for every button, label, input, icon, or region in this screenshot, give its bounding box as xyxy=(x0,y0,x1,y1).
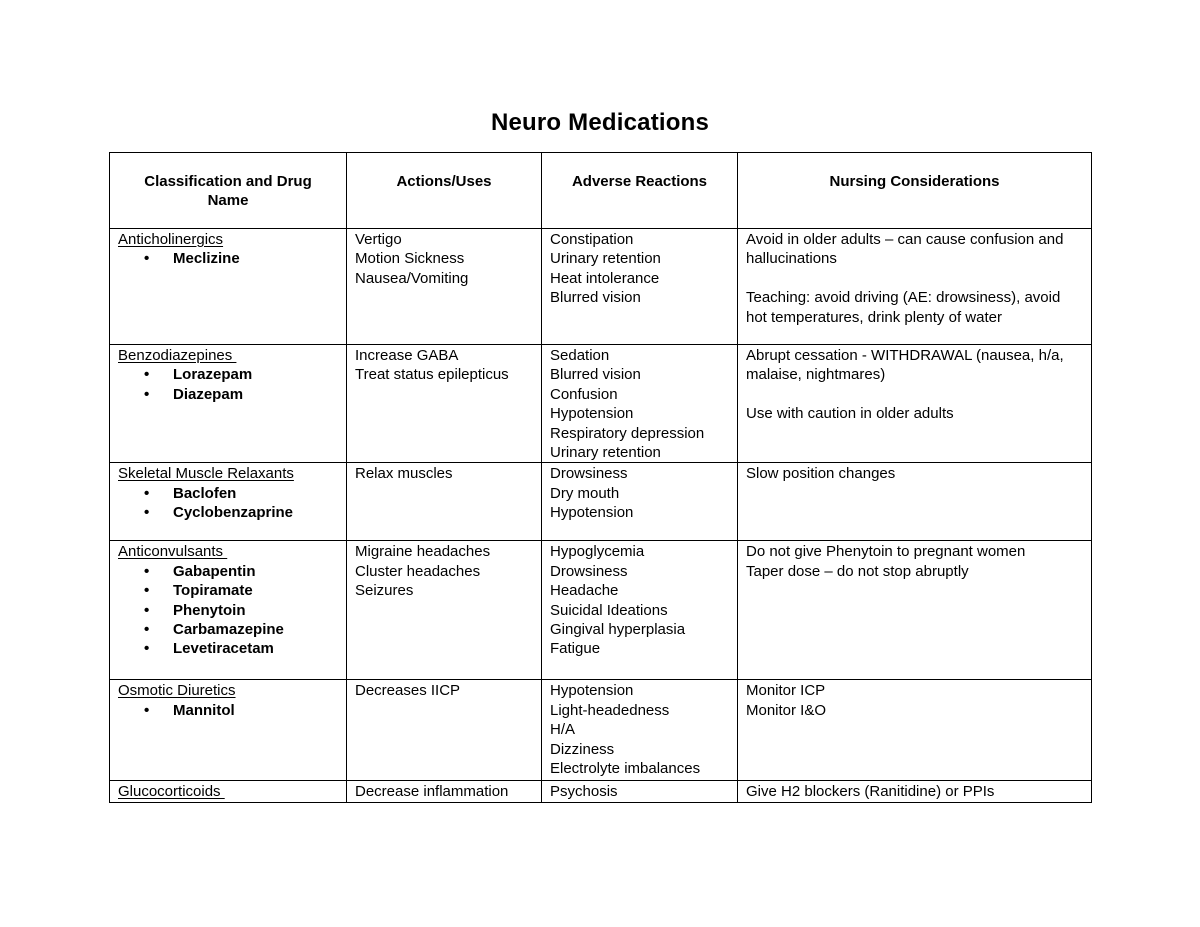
drug-list xyxy=(118,365,338,404)
drug-name: • Baclofen xyxy=(118,484,338,503)
header-adverse-reactions: Adverse Reactions xyxy=(542,153,738,229)
drug-name: • Gabapentin xyxy=(118,562,338,581)
actions-cell: Increase GABA Treat status epilepticus xyxy=(347,345,542,463)
drug-class: Anticonvulsants xyxy=(118,543,228,561)
drug-name: • Lorazepam xyxy=(118,365,338,384)
nursing-cell: Monitor ICP Monitor I&O xyxy=(738,680,1092,781)
nursing-cell: Abrupt cessation - WITHDRAWAL (nausea, h/a, malaise, nightmares) Use with caution in older adults xyxy=(738,345,1092,463)
drug-class: Skeletal Muscle Relaxants xyxy=(118,465,294,483)
actions-cell: Decrease inflammation xyxy=(347,781,542,802)
page-title: Neuro Medications xyxy=(490,109,710,136)
classification-cell xyxy=(110,229,347,345)
classification-cell xyxy=(110,680,347,781)
adverse-cell: Hypoglycemia Drowsiness Headache Suicidal Ideations Gingival hyperplasia Fatigue xyxy=(542,541,738,680)
drug-list xyxy=(118,562,338,659)
classification-cell xyxy=(110,541,347,680)
nursing-cell: Avoid in older adults – can cause confusion and hallucinations Teaching: avoid driving (AE: drowsiness), avoid hot temperatures, drink plenty of water xyxy=(738,229,1092,345)
classification-cell xyxy=(110,463,347,541)
adverse-cell: Psychosis xyxy=(542,781,738,802)
drug-class: Benzodiazepines xyxy=(118,347,237,364)
drug-name: • Carbamazepine xyxy=(118,620,338,639)
header-classification: Classification and Drug Name xyxy=(110,153,347,229)
actions-cell: Relax muscles xyxy=(347,463,542,541)
drug-name: • Diazepam xyxy=(118,385,338,404)
drug-class: Glucocorticoids xyxy=(118,783,225,801)
table-row xyxy=(110,541,1092,680)
nursing-cell: Do not give Phenytoin to pregnant women Taper dose – do not stop abruptly xyxy=(738,541,1092,680)
adverse-cell: Hypotension Light-headedness H/A Dizziness Electrolyte imbalances xyxy=(542,680,738,781)
header-actions-uses: Actions/Uses xyxy=(347,153,542,229)
actions-cell: Decreases IICP xyxy=(347,680,542,781)
actions-cell: Migraine headaches Cluster headaches Seizures xyxy=(347,541,542,680)
drug-list xyxy=(118,701,338,720)
drug-list xyxy=(118,249,338,268)
drug-name: • Mannitol xyxy=(118,701,338,720)
adverse-cell: Constipation Urinary retention Heat intolerance Blurred vision xyxy=(542,229,738,345)
drug-list xyxy=(118,484,338,523)
table-row xyxy=(110,781,1092,802)
medications-table xyxy=(109,152,1092,803)
classification-cell xyxy=(110,781,347,802)
drug-name: • Topiramate xyxy=(118,581,338,600)
table-row xyxy=(110,463,1092,541)
drug-class: Anticholinergics xyxy=(118,231,224,248)
adverse-cell: Sedation Blurred vision Confusion Hypotension Respiratory depression Urinary retention xyxy=(542,345,738,463)
nursing-cell: Give H2 blockers (Ranitidine) or PPIs xyxy=(738,781,1092,802)
drug-name: • Meclizine xyxy=(118,249,338,268)
nursing-cell: Slow position changes xyxy=(738,463,1092,541)
table-header-row xyxy=(110,153,1092,229)
drug-name: • Cyclobenzaprine xyxy=(118,503,338,522)
drug-name: • Phenytoin xyxy=(118,601,338,620)
actions-cell: Vertigo Motion Sickness Nausea/Vomiting xyxy=(347,229,542,345)
table-row xyxy=(110,680,1092,781)
table-row xyxy=(110,345,1092,463)
drug-name: • Levetiracetam xyxy=(118,639,338,658)
classification-cell xyxy=(110,345,347,463)
adverse-cell: Drowsiness Dry mouth Hypotension xyxy=(542,463,738,541)
header-nursing-considerations: Nursing Considerations xyxy=(738,153,1092,229)
table-row xyxy=(110,229,1092,345)
drug-class: Osmotic Diuretics xyxy=(118,682,236,700)
